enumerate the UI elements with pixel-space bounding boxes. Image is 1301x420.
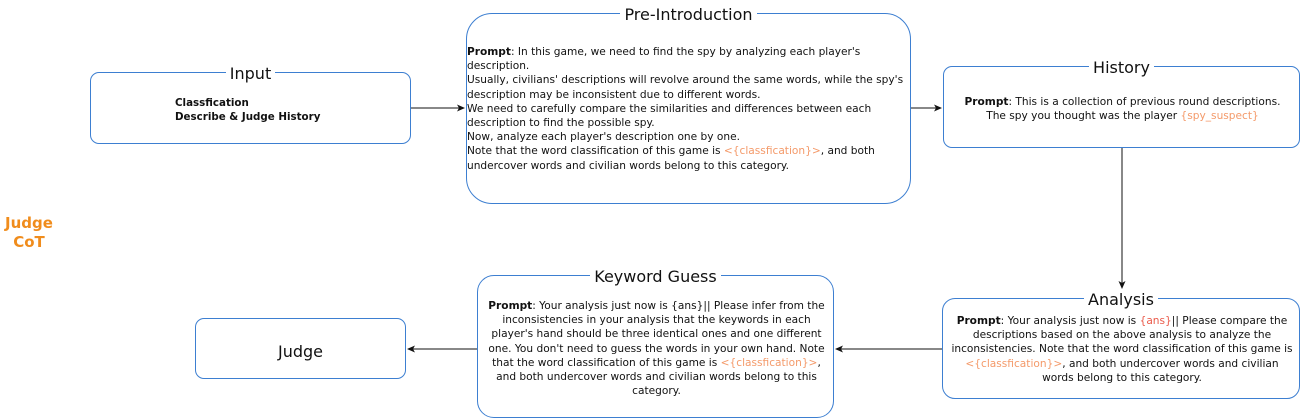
prompt-label: Prompt [964,96,1009,108]
history-line-1: : This is a collection of previous round descriptions. [1008,96,1281,108]
prompt-label: Prompt [467,46,511,58]
ans-variable: {ans} [1139,315,1172,327]
pre-introduction-title: Pre-Introduction [620,5,756,24]
pre-intro-line-5: Note that the word classification of this game is [467,145,724,158]
classification-variable: <{classfication}> [723,145,821,158]
analysis-text-2: || Please compare the descriptions based on the above analysis to analyze the inconsistencies. Note that the word classification of this game is [951,315,1293,356]
analysis-text-1: : Your analysis just now is [1000,315,1140,327]
pre-intro-line-3: We need to carefully compare the similarities and differences between each description to find the possible spy. [467,102,872,130]
judge-cot-label-line2: CoT [13,233,45,251]
prompt-label: Prompt [956,315,1001,327]
history-title: History [1089,58,1154,77]
keyword-guess-text-2: , and both undercover words and civilian words belong to this category. [496,356,821,398]
input-node-title: Input [226,64,275,83]
judge-title: Judge [277,342,323,361]
keyword-guess-title: Keyword Guess [590,267,720,286]
pre-intro-line-5-end: , and both undercover words and civilian words belong to this category. [467,145,875,172]
input-item-classification: Classfication [175,97,249,109]
classification-variable: <{classfication}> [965,357,1063,370]
analysis-title: Analysis [1084,290,1158,309]
classification-variable: <{classfication}> [720,356,818,369]
pre-intro-line-4: Now, analyze each player's description one by one. [467,131,740,144]
judge-cot-label-line1: Judge [5,214,53,232]
prompt-label: Prompt [488,300,533,312]
history-line-2: The spy you thought was the player [986,110,1181,123]
keyword-guess-text-1: : Your analysis just now is {ans}|| Please infer from the inconsistencies in your analysis that the keywords in each player's hand should be three identical ones and one different one. You don't need to guess the words in your own hand. Note that the word classification of this game is [488,300,825,369]
spy-suspect-variable: {spy_suspect} [1180,110,1259,123]
analysis-text-3: , and both undercover words and civilian words belong to this category. [1042,357,1279,384]
pre-intro-line-2: Usually, civilians' descriptions will revolve around the same words, while the spy's description may be inconsistent due to different words. [467,74,904,101]
input-item-history: Describe & Judge History [175,111,321,124]
pre-intro-line-1: : In this game, we need to find the spy by analyzing each player's description. [467,46,861,73]
